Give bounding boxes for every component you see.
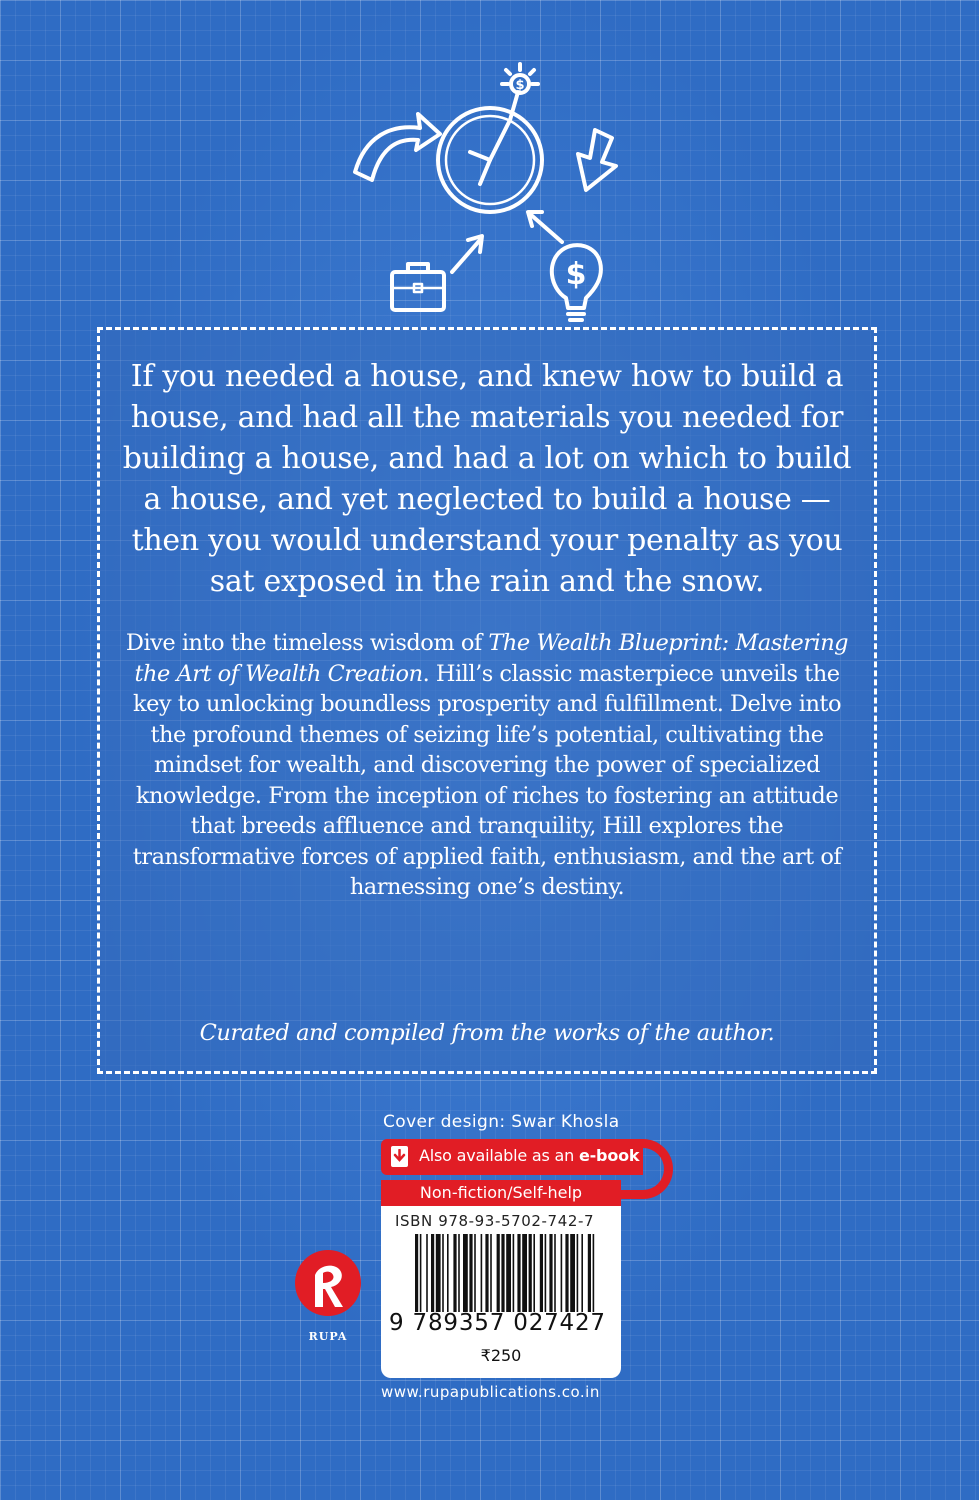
- up-arrow-icon: [452, 236, 482, 272]
- barcode-digits: 9 789357 027427: [389, 1310, 606, 1336]
- down-arrow-icon: [578, 130, 616, 190]
- price: ₹250: [480, 1346, 522, 1365]
- rupa-logo-icon: [293, 1235, 363, 1325]
- coin-symbol: $: [515, 78, 525, 93]
- text-panel: [97, 327, 877, 1074]
- isbn: ISBN 978-93-5702-742-7: [395, 1212, 595, 1230]
- publisher-name: RUPA: [308, 1330, 348, 1343]
- bulb-symbol: $: [565, 257, 587, 292]
- category-label: Non-fiction/Self-help: [419, 1183, 583, 1202]
- publisher-website: www.rupapublications.co.in: [381, 1383, 600, 1401]
- description-intro: Dive into the timeless wisdom of: [125, 630, 489, 656]
- clock-icon: [438, 92, 542, 212]
- barcode-label: [381, 1206, 621, 1378]
- category-banner: [381, 1180, 621, 1206]
- ebook-emphasis: e-book: [578, 1146, 640, 1165]
- ebook-prefix: Also available as an: [419, 1146, 579, 1165]
- ebook-banner: [381, 1139, 643, 1175]
- briefcase-icon: [392, 264, 444, 310]
- diagonal-arrow-icon: [528, 212, 562, 242]
- description: [124, 628, 850, 903]
- cover-design-credit: Cover design: Swar Khosla: [383, 1112, 620, 1132]
- wealth-illustration: [340, 62, 640, 327]
- ebook-text: [419, 1146, 639, 1165]
- download-icon: [391, 1146, 408, 1167]
- quote: If you needed a house, and knew how to build a house, and had all the materials you needed for building a house, and had a lot on which to build a house, and yet neglected to build a house —then you would understand your penalty as you sat exposed in the rain and the snow.: [122, 359, 852, 599]
- book-title: The Wealth Blueprint: Mastering the Art of Wealth Creation: [134, 630, 849, 687]
- barcode-icon: [415, 1234, 595, 1312]
- curved-arrow-icon: [355, 114, 440, 180]
- compiled-note: Curated and compiled from the works of the author.: [199, 1020, 775, 1046]
- description-body: . Hill’s classic masterpiece unveils the key to unlocking boundless prosperity and fulfillment. Delve into the profound themes of seizing life’s potential, cultivating the mindset for wealth, and discovering the power of specialized knowledge. From the inception of riches to fostering an attitude that breeds affluence and tranquility, Hill explores the transformative forces of applied faith, enthusiasm, and the art of harnessing one’s destiny.: [132, 660, 842, 900]
